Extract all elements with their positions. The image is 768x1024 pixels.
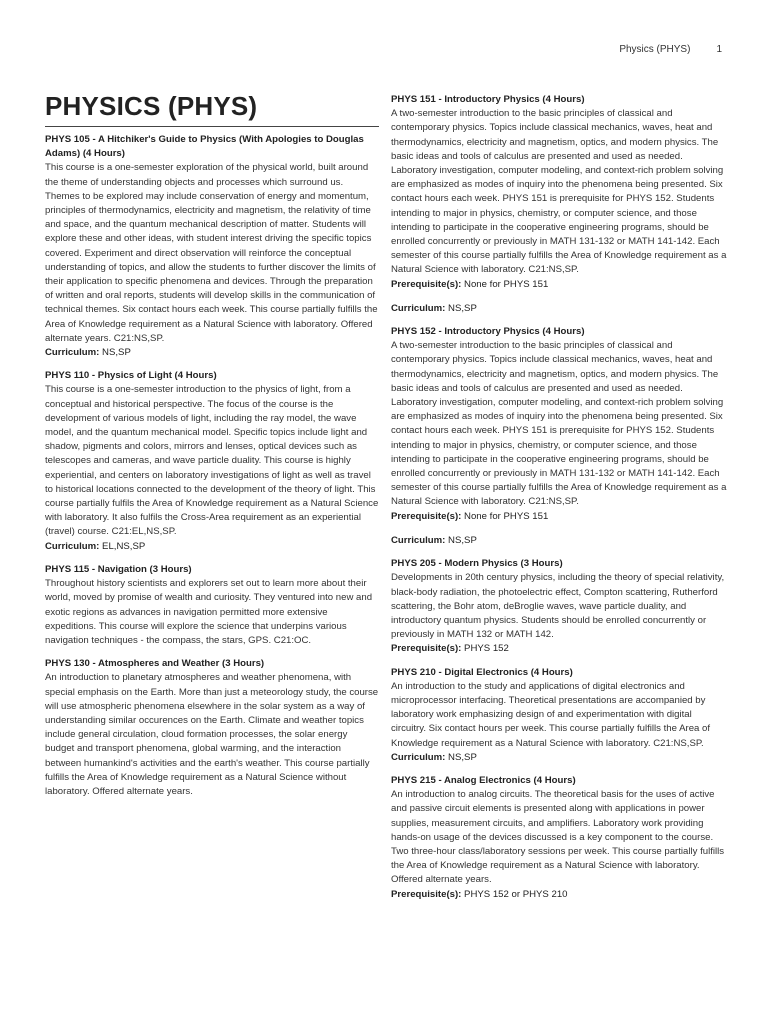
page-title: PHYSICS (PHYS) bbox=[45, 92, 379, 127]
curriculum-label: Curriculum: bbox=[391, 751, 446, 763]
course-entry-phys-110 bbox=[45, 369, 379, 554]
curriculum-value: NS,SP bbox=[448, 534, 477, 546]
prerequisite-label: Prerequisite(s): bbox=[391, 510, 462, 522]
course-entry-phys-210 bbox=[391, 666, 727, 765]
course-description: A two-semester introduction to the basic principles of classical and contemporary physics. Topics include classical mechanics, waves, heat and thermodynamics, electricity and magnetism, optics, and modern physics. The basic ideas and tools of calculus are presented and used as needed. Laboratory investigation, computer modeling, and context-rich problem solving are emphasized as modes of inquiry into the phenomena being presented. Six contact hours each week. PHYS 151 is prerequisite for PHYS 152. Students intending to major in physics, chemistry, or computer science, and those intending to participate in the cooperative engineering programs, should be enrolled concurrently or previously in MATH 131-132 or MATH 141-142. Each semester of this course partially fulfills the Area of Knowledge requirement as a Natural Science with laboratory. C21:NS,SP. bbox=[391, 340, 727, 508]
course-title: PHYS 151 - Introductory Physics (4 Hours) bbox=[391, 94, 585, 105]
curriculum-label: Curriculum: bbox=[45, 540, 100, 552]
prerequisite-value: PHYS 152 bbox=[464, 643, 509, 655]
course-title: PHYS 215 - Analog Electronics (4 Hours) bbox=[391, 774, 576, 786]
course-entry-phys-152 bbox=[391, 325, 727, 548]
prerequisite-line bbox=[391, 642, 727, 656]
curriculum-line bbox=[45, 540, 379, 554]
prerequisite-value: None for PHYS 151 bbox=[464, 278, 549, 290]
right-column bbox=[391, 93, 727, 911]
curriculum-label: Curriculum: bbox=[45, 347, 100, 359]
curriculum-value: NS,SP bbox=[102, 347, 131, 359]
course-description: Developments in 20th century physics, including the theory of special relativity, black-body radiation, the photoelectric effect, Compton scattering, Rutherford scattering, the Bohr atom, deBroglie waves, wave particle duality, and introductory quantum physics. Students should be enrolled concurrently or previously in MATH 132 or MATH 142. bbox=[391, 572, 725, 641]
course-entry-phys-105 bbox=[45, 133, 379, 360]
prerequisite-line bbox=[391, 510, 727, 524]
course-entry-phys-215 bbox=[391, 774, 727, 902]
prerequisite-value: None for PHYS 151 bbox=[464, 510, 549, 522]
course-description: A two-semester introduction to the basic principles of classical and contemporary physics. Topics include classical mechanics, waves, heat and thermodynamics, electricity and magnetism, optics, and modern physics. The basic ideas and tools of calculus are presented and used as needed. Laboratory investigation, computer modeling, and context-rich problem solving are emphasized as modes of inquiry into the phenomena being presented. Six contact hours each week. PHYS 151 is prerequisite for PHYS 152. Students intending to major in physics, chemistry, or computer science, and those intending to participate in the cooperative engineering programs, should be enrolled concurrently or previously in MATH 131-132 or MATH 141-142. Each semester of this course partially fulfills the Area of Knowledge requirement as a Natural Science with laboratory. C21:NS,SP. bbox=[391, 108, 727, 276]
page-number: 1 bbox=[716, 44, 722, 55]
course-title: PHYS 152 - Introductory Physics (4 Hours) bbox=[391, 326, 585, 338]
course-entry-phys-130 bbox=[45, 657, 379, 799]
course-description: An introduction to the study and applications of digital electronics and microprocessor interfacing. Theoretical presentations are accompanied by laboratory work emphasizing design of and experimentation with digital circuitry. Six contact hours per week. This course partially fulfills the Area of Knowledge requirement as a Natural Science with laboratory. C21:NS,SP. bbox=[391, 680, 711, 749]
curriculum-label: Curriculum: bbox=[391, 534, 446, 546]
course-title: PHYS 115 - Navigation (3 Hours) bbox=[45, 563, 192, 575]
curriculum-line bbox=[391, 751, 727, 765]
course-title: PHYS 105 - A Hitchiker's Guide to Physics (With Apologies to Douglas Adams) (4 Hours) bbox=[45, 134, 364, 160]
curriculum-value: EL,NS,SP bbox=[102, 540, 146, 552]
prerequisite-label: Prerequisite(s): bbox=[391, 278, 462, 290]
prerequisite-line bbox=[391, 888, 727, 902]
running-head-title: Physics (PHYS) bbox=[619, 44, 691, 55]
course-entry-phys-151 bbox=[391, 93, 727, 316]
course-entry-phys-115 bbox=[45, 563, 379, 648]
course-description: An introduction to analog circuits. The theoretical basis for the uses of active and passive circuit elements is presented along with applications in power supplies, measurement circuits, and amplifiers. Laboratory work providing hands-on usage of the devices discussed is a key component to the course. Two three-hour class/laboratory sessions per week. This course partially fulfills the Area of Knowledge requirement as a Natural Science with laboratory. Offered alternate years. bbox=[391, 789, 725, 886]
curriculum-label: Curriculum: bbox=[391, 302, 446, 314]
course-title: PHYS 210 - Digital Electronics (4 Hours) bbox=[391, 666, 573, 678]
running-head bbox=[619, 44, 722, 55]
prerequisite-label: Prerequisite(s): bbox=[391, 888, 462, 900]
curriculum-line bbox=[45, 346, 379, 360]
course-title: PHYS 205 - Modern Physics (3 Hours) bbox=[391, 558, 563, 570]
prerequisite-line bbox=[391, 278, 727, 292]
course-description: This course is a one-semester exploration of the physical world, built around the theme of understanding objects and processes which surround us. Themes to be explored may include conservation of energy and momentum, principles of thermodynamics, electricity and magnetism, the relativity of time and space, and the quantum mechanical description of matter. Students will explore these and other ideas, with student interest driving the specific topics covered. Experiment and direct observation will reinforce the conceptual understanding of topics, and allow the students to further discover the limits of their application to specific phenomena and devices. Through the preparation of written and oral reports, students will develop skills in the communication of technical themes. Six contact hours each week. This course partially fulfills the Area of Knowledge requirement as a Natural Science with laboratory. Offered alternate years. C21:NS,SP. bbox=[45, 162, 378, 344]
course-entry-phys-205 bbox=[391, 557, 727, 656]
curriculum-line bbox=[391, 302, 727, 316]
prerequisite-label: Prerequisite(s): bbox=[391, 643, 462, 655]
left-column bbox=[45, 92, 379, 808]
curriculum-value: NS,SP bbox=[448, 751, 477, 763]
course-title: PHYS 110 - Physics of Light (4 Hours) bbox=[45, 370, 217, 382]
course-description: This course is a one-semester introduction to the physics of light, from a conceptual and historical perspective. The focus of the course is the development of various models of light, including the ray model, the wave model, and the quantum mechanical model. Specific topics include light and shadow, pigments and colors, mirrors and lenses, optical devices such as telescopes and cameras, and wave particle duality. This course is highly experiential, and centers on laboratory investigations of light as well as travel to historical locations connected to the development of the theory of light. This course partially fulfils the Area of Knowledge requirement as a Natural Science with laboratory. It also fulfils the Cross-Area requirement as an experiential (travel) course. C21:EL,NS,SP. bbox=[45, 384, 379, 538]
prerequisite-value: PHYS 152 or PHYS 210 bbox=[464, 888, 568, 900]
course-description: Throughout history scientists and explorers set out to learn more about their world, moved by promise of wealth and curiosity. They ventured into new and exotic regions as advances in navigation permitted more extensive expeditions. This course will explore the science that underpins various navigation techniques - the compass, the stars, GPS. C21:OC. bbox=[45, 578, 373, 646]
course-title: PHYS 130 - Atmospheres and Weather (3 Hours) bbox=[45, 658, 265, 670]
curriculum-line bbox=[391, 534, 727, 548]
course-description: An introduction to planetary atmospheres and weather phenomena, with special emphasis on the Earth. More than just a meteorology study, the course will use atmospheric phenomena elsewhere in the solar system as a way of understanding similar occurences on the Earth. Climate and weather topics include general circulation, cloud formation processes, the solar energy budget and transport phenomena, global warming, and the interaction between humankind's activities and the earth's weather. This course partially fulfills the Area of Knowledge requirement as a Natural Science without laboratory. Offered alternate years. bbox=[45, 672, 379, 797]
curriculum-value: NS,SP bbox=[448, 302, 477, 314]
